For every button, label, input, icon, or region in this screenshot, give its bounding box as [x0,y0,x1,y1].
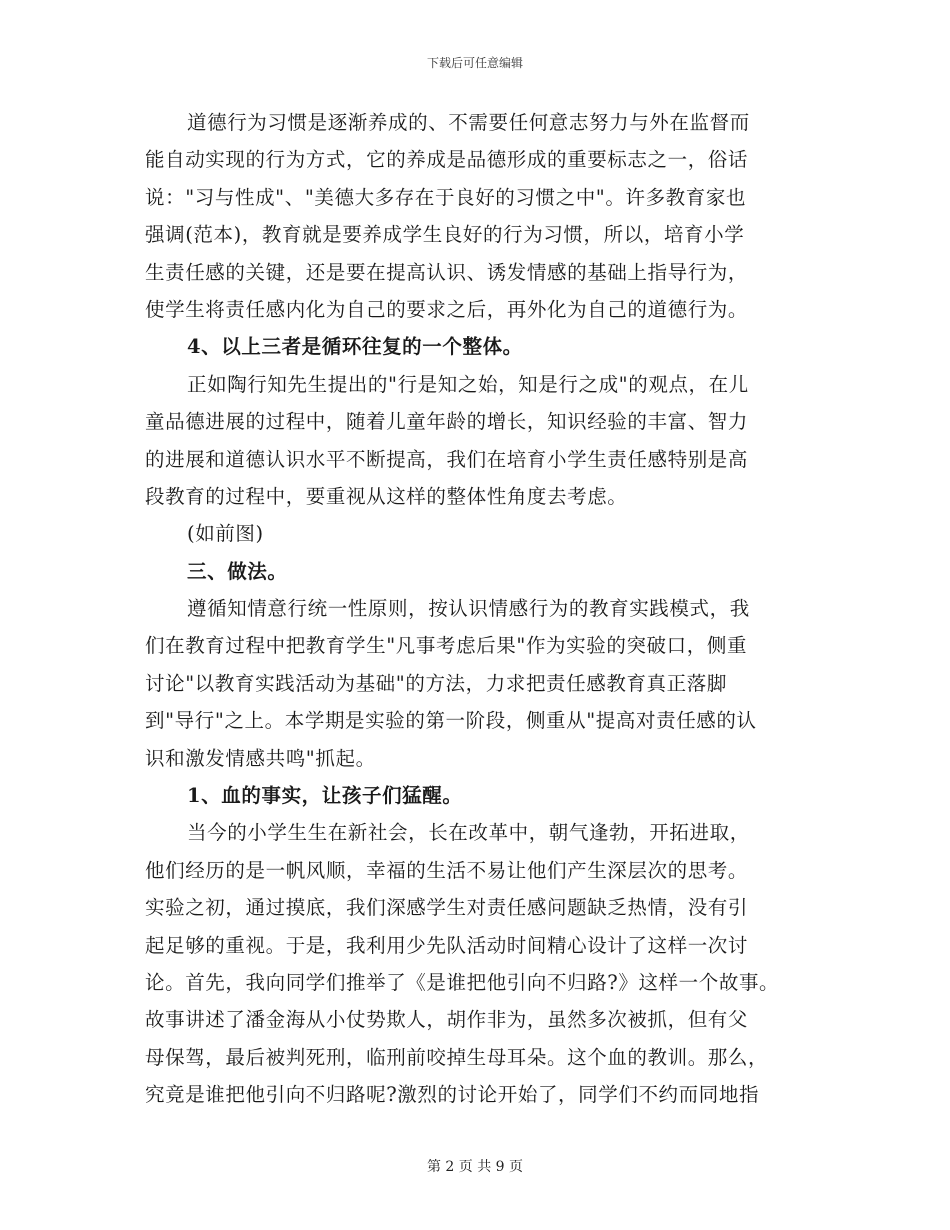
text-line: 识和激发情感共鸣"抓起。 [145,746,376,770]
text-line: 们在教育过程中把教育学生"凡事考虑后果"作为实验的突破口，侧重 [145,634,748,658]
section-heading: 1、血的事实，让孩子们猛醒。 [187,784,463,808]
page-footer: 第 2 页 共 9 页 [426,1159,524,1175]
text-line: 他们经历的是一帆风顺，幸福的生活不易让他们产生深层次的思考。 [145,858,749,882]
text-line: 道德行为习惯是逐渐养成的、不需要任何意志努力与外在监督而 [187,111,750,134]
text-line: 起足够的重视。于是，我利用少先队活动时间精心设计了这样一次讨 [145,933,749,957]
text-line: 遵循知情意行统一性原则，按认识情感行为的教育实践模式，我 [187,597,750,621]
text-line: 究竟是谁把他引向不归路呢?激烈的讨论开始了，同学们不约而同地指 [145,1083,760,1107]
text-line: 强调(范本)，教育就是要养成学生良好的行为习惯，所以，培育小学 [145,223,745,247]
text-line: 当今的小学生生在新社会，长在改革中，朝气逢勃，开拓进取， [187,821,750,845]
text-line: 实验之初，通过摸底，我们深感学生对责任感问题缺乏热情，没有引 [145,896,749,920]
text-line: 讨论"以教育实践活动为基础"的方法，力求把责任感教育真正落脚 [145,671,727,695]
text-line: 论。首先，我向同学们推举了《是谁把他引向不归路?》这样一个故事。 [145,970,780,994]
page-header: 下载后可任意编辑 [426,56,523,70]
text-line: 正如陶行知先生提出的"行是知之始，知是行之成"的观点，在儿 [187,372,749,396]
text-line: 母保驾，最后被判死刑，临刑前咬掉生母耳朵。这个血的教训。那么， [145,1045,769,1069]
text-line: 能自动实现的行为方式，它的养成是品德形成的重要标志之一，俗话 [145,148,749,172]
text-line: 生责任感的关键，还是要在提高认识、诱发情感的基础上指导行为， [145,260,749,284]
text-line: 使学生将责任感内化为自己的要求之后，再外化为自己的道德行为。 [145,297,749,321]
text-line: 说："习与性成"、"美德大多存在于良好的习惯之中"。许多教育家也 [145,185,747,209]
text-line: 故事讲述了潘金海从小仗势欺人，胡作非为，虽然多次被抓，但有父 [145,1008,749,1032]
text-line: 童品德进展的过程中，随着儿童年龄的增长，知识经验的丰富、智力 [145,410,749,434]
section-heading: 4、以上三者是循环往复的一个整体。 [187,335,523,359]
text-line: (如前图) [187,522,264,546]
text-line: 到"导行"之上。本学期是实验的第一阶段，侧重从"提高对责任感的认 [145,709,757,733]
text-line: 段教育的过程中，要重视从这样的整体性角度去考虑。 [145,484,628,508]
section-heading: 三、做法。 [187,559,288,583]
document-body [145,104,825,1114]
text-line: 的进展和道德认识水平不断提高，我们在培育小学生责任感特别是高 [145,447,749,471]
